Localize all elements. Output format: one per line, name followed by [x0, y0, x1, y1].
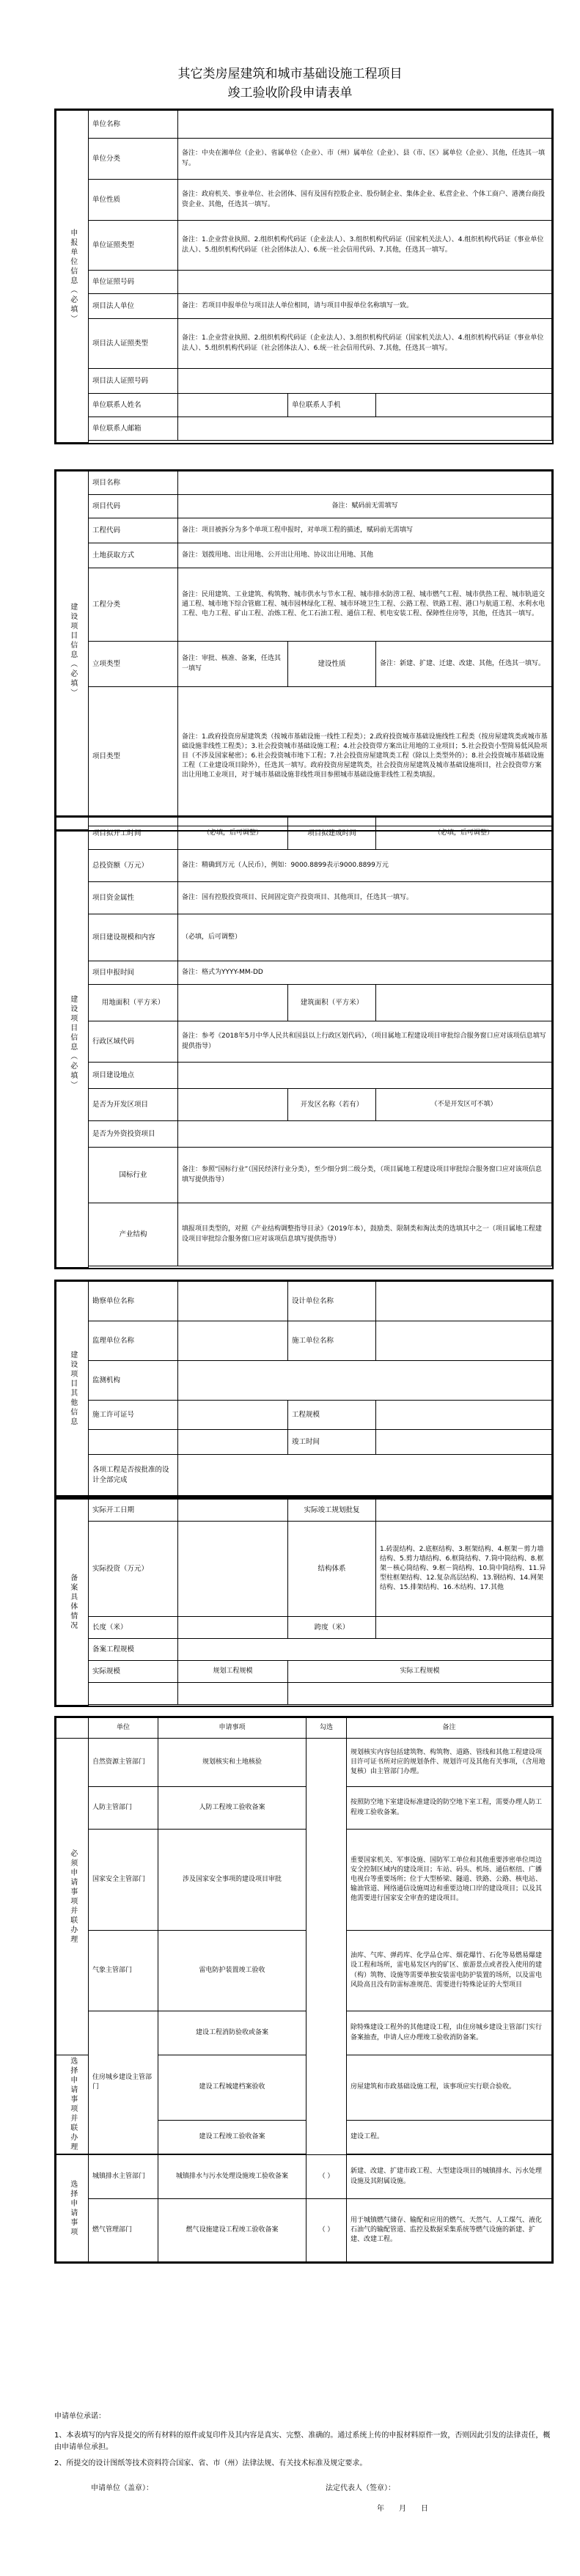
group2-label: 选择申请事项并联办理: [56, 2055, 89, 2154]
other-section-label: 建设项目其他信息: [56, 1282, 89, 1496]
applicant-section: [54, 109, 554, 444]
test-unit-label: 监测机构: [89, 1361, 178, 1401]
project-type-label: 项目类型: [89, 687, 178, 826]
approval-plan-field[interactable]: [376, 1500, 552, 1522]
engineering-scale-label: 工程规模: [288, 1401, 376, 1430]
structure-note[interactable]: 1.砖混结构、2.底框结构、3.框架结构、4.框架－剪力墙结构、5.剪力墙结构、6.框筒结构、7.筒中筒结构、8.框架－核心筒结构、9.框－筒结构、10.筒中筒结构、11.异型柱框架结构、12.复杂高层结构、13.钢结构、14.网架结构、15.排架结构、16.木结构、17.其他: [376, 1522, 552, 1617]
length-field[interactable]: [178, 1617, 288, 1639]
start-date-label: 实际开工日期: [89, 1500, 178, 1522]
r5c-item: 建设工程竣工验收备案: [158, 2120, 306, 2154]
build-area-label: 建筑面积（平方米）: [288, 985, 376, 1021]
project-section: [54, 469, 554, 832]
r4-item: 雷电防护装置竣工验收: [158, 1931, 306, 2011]
supervise-unit-field[interactable]: [178, 1321, 288, 1361]
design-unit-label: 设计单位名称: [288, 1282, 376, 1321]
completion-time-label: 竣工时间: [288, 1430, 376, 1455]
group1-label: 必须申请事项并联办理: [56, 1739, 89, 2055]
project-detail-section-label: 建设项目信息（必填）: [56, 818, 89, 1268]
scale-note[interactable]: （必填，后可调整）: [178, 914, 552, 961]
r6-unit: 城镇排水主管部门: [89, 2155, 158, 2199]
filing-section-label: 备案具体情况: [56, 1500, 89, 1706]
land-method-note[interactable]: 备注：划拨用地、出让用地、公开出让用地、协议出让用地、其他: [178, 543, 552, 568]
industry-note[interactable]: 备注：参照“国标行业”（国民经济行业分类），至少细分到二级分类，（项目属地工程建设项目审批综合服务窗口应对该项信息填写提供指导）: [178, 1148, 552, 1203]
items-header-blank: [56, 1718, 89, 1739]
unit-nature-note[interactable]: 备注：政府机关、事业单位、社会团体、国有及国有控股企业、股份制企业、集体企业、私营企业、个体工商户、港澳台商投资企业、其他，任选其一填写。: [178, 180, 552, 221]
legal-sign-label: 法定代表人（签章）：: [326, 2484, 395, 2492]
industry-label: 国标行业: [89, 1148, 178, 1203]
apply-time-label: 项目申报时间: [89, 961, 178, 985]
r4-unit: 气象主管部门: [89, 1931, 158, 2011]
span-field[interactable]: [376, 1617, 552, 1639]
build-nature-label: 建设性质: [288, 642, 376, 687]
id-number-field[interactable]: [178, 271, 552, 294]
project-type-note[interactable]: 备注：1.政府投资房屋建筑类（按城市基础设施一线性工程类）；2.政府投资城市基础设施线性工程类（按房屋建筑类或城市基础设施非线性工程类）；3.社会投资城市基础设施工程；4.社会投资带方案出让用地的工业项目；5.社会投资小型简易低风险项目（不涉及国家秘密）；6.社会投资城市地下工程；7.社会投资房屋建筑类工程（除以上类型外的）；8.社会投资城市基础设施工程（工业建设项目除外），任选其一填写。政府投资房屋建筑类，社会投资房屋建筑及城市基础设施项目，社会投资带方案出让用地工业项目，对于城市基础设施非线性项目参照城市基础设施非线性工程类填报。: [178, 687, 552, 826]
work-category-label: 工程分类: [89, 568, 178, 642]
build-unit-label: 施工单位名称: [288, 1321, 376, 1361]
r6-note: 新建、改建、扩建市政工程、大型建设项目的城镇排水、污水处理设施及其附属设施。: [347, 2155, 552, 2199]
r5b-item: 建设工程城建档案验收: [158, 2055, 306, 2121]
compliance-label: 各项工程是否按批准的设计全部完成: [89, 1455, 178, 1496]
unit-name-label: 单位名称: [89, 111, 178, 139]
r7-check[interactable]: （ ）: [306, 2199, 347, 2262]
zone-name-label: 开发区名称（若有）: [288, 1089, 376, 1121]
applicant-sign-label: 申请单位（盖章）：: [91, 2484, 153, 2492]
r2-unit: 人防主管部门: [89, 1787, 158, 1830]
approval-plan-label: 实际竣工规划批复: [288, 1500, 376, 1522]
compliance-field[interactable]: [178, 1455, 552, 1496]
foreign-label: 是否为外资投资项目: [89, 1121, 178, 1148]
r1-note: 规划核实内容包括建筑物、构筑物、道路、管线和其他工程建设项目许可证书所对应的规划条件、规划许可及其他有关事项，（含用地复核）由主管部门办理。: [347, 1739, 552, 1787]
contact-phone-label: 单位联系人手机: [288, 394, 376, 417]
footer-note-title: 申请单位承诺：: [54, 2412, 106, 2421]
unit-name-field[interactable]: [178, 111, 552, 139]
project-section-label: 建设项目信息（必填）: [56, 471, 89, 830]
r5b-note: 房屋建筑和市政基础设施工程，该事项应实行联合验收。: [347, 2055, 552, 2121]
blank-row-c[interactable]: [288, 1683, 552, 1705]
build-area-field[interactable]: [376, 985, 552, 1021]
structure-label: 结构体系: [288, 1522, 376, 1617]
project-code-label: 项目代码: [89, 495, 178, 518]
legal-rep-label: 项目法人单位: [89, 294, 178, 319]
design-unit-field[interactable]: [376, 1282, 552, 1321]
r5c-note: 建设工程。: [347, 2120, 552, 2154]
group3-label: 选择申请事项: [56, 2155, 89, 2262]
unit-category-note[interactable]: 备注：中央在湘单位（企业）、省属单位（企业）、市（州）属单位（企业）、县（市、区）属单位（企业）、其他，任选其一填写。: [178, 139, 552, 180]
r6-item: 城镇排水与污水处理设施竣工验收备案: [158, 2155, 306, 2199]
supervise-unit-label: 监理单位名称: [89, 1321, 178, 1361]
r6-check[interactable]: （ ）: [306, 2155, 347, 2199]
apply-time-note[interactable]: 备注：格式为YYYY-MM-DD: [178, 961, 552, 985]
region-note[interactable]: 备注：参考《2018年5月中华人民共和国县以上行政区划代码》，（项目属地工程建设项目审批综合服务窗口应对该项信息填写提供指导）: [178, 1021, 552, 1063]
legal-rep-note[interactable]: 备注：若项目申报单位与项目法人单位相同，请与项目申报单位名称填写一致。: [178, 294, 552, 319]
legal-id-type-note[interactable]: 备注：1.企业营业执照、2.组织机构代码证（企业法人）、3.组织机构代码证（国家机关法人）、4.组织机构代码证（事业单位法人）、5.组织机构代码证（社会团体法人）、6.统一社会信用代码、7.其他，任选其一填写。: [178, 319, 552, 369]
r1-unit: 自然资源主管部门: [89, 1739, 158, 1787]
filing-section: [54, 1497, 554, 1707]
items-header-item: 申请事项: [158, 1718, 306, 1739]
id-number-label: 单位证照号码: [89, 271, 178, 294]
blank-cell: [89, 1430, 178, 1455]
engineering-code-label: 工程代码: [89, 518, 178, 543]
location-label: 项目建设地点: [89, 1063, 178, 1089]
footer-note-2: 2、所提交的设计图纸等技术资料符合国家、省、市（州）法律法规、有关技术标准及规定要求。: [54, 2459, 367, 2467]
actual-scale-label: 实际规模: [89, 1661, 178, 1683]
r7-note: 用于城镇燃气储存、输配和应用的燃气、天然气、人工煤气、液化石油气的输配管道、监控及数据采集系统等燃气设施的新建、扩建、改建工程。: [347, 2199, 552, 2262]
scale-label: 项目建设规模和内容: [89, 914, 178, 961]
blank-cell-2: [178, 1430, 288, 1455]
work-category-note[interactable]: 备注：民用建筑、工业建筑、构筑物、城市供水与节水工程、城市排水防涝工程、城市燃气工程、城市供热工程、城市轨道交通工程、城市地下综合管廊工程、城市园林绿化工程、城市环境卫生工程、公路工程、铁路工程、港口与航道工程、水利水电工程、电力工程、矿山工程、冶炼工程、化工石油工程、通信工程、机电安装工程、保障性住房等，其他，任选其一填写。: [178, 568, 552, 642]
r4-note: 油库、气库、弹药库、化学品仓库、烟花爆竹、石化等易燃易爆建设工程和场所，雷电易发区内的矿区、旅游景点或者投入使用的建（构）筑物、设施等需要单独安装雷电防护装置的场所，以及雷电风险高且没有防雷标准规范、需要进行特殊论证的大型项目: [347, 1931, 552, 2011]
r7-unit: 燃气管理部门: [89, 2199, 158, 2262]
r5a-item: 建设工程消防验收或备案: [158, 2011, 306, 2055]
r2-item: 人防工程竣工验收备案: [158, 1787, 306, 1830]
length-label: 长度（米）: [89, 1617, 178, 1639]
unit-nature-label: 单位性质: [89, 180, 178, 221]
investment-note[interactable]: 备注：精确到万元（人民币），例如：9000.8899表示9000.8899万元: [178, 850, 552, 882]
legal-id-type-label: 项目法人证照类型: [89, 319, 178, 369]
completion-time-field[interactable]: [376, 1430, 552, 1455]
applicant-section-label: 申报单位信息（必填）: [56, 111, 89, 443]
foreign-field[interactable]: [178, 1121, 552, 1148]
engineering-scale-field[interactable]: [376, 1401, 552, 1430]
footer: [54, 2411, 554, 2518]
region-label: 行政区域代码: [89, 1021, 178, 1063]
start-time-field[interactable]: （必填，后可调整）: [178, 818, 288, 850]
form-title: 其它类房屋建筑和城市基础设施工程项目: [177, 67, 403, 81]
engineering-code-note[interactable]: 备注：项目被拆分为多个单项工程申报时，对单项工程的描述，赋码前无需填写: [178, 518, 552, 543]
contact-name-field[interactable]: [178, 394, 288, 417]
r2-note: 按照防空地下室建设标准建设的防空地下室工程，需要办理人防工程竣工验收备案。: [347, 1787, 552, 1830]
blank-row-a: [89, 1683, 178, 1705]
contact-email-field[interactable]: [178, 417, 552, 441]
r3-note: 重要国家机关、军事设施、国防军工单位和其他重要涉密单位周边安全控制区域内的建设项目；车站、码头、机场、通信枢纽、广播电视台等重要场所；位于大型桥梁、隧道、铁路、公路、核电站、输油管道、网络通信设施周边和重要边境口岸的建设项目；以及其他需要进行国家安全审查的建设项目。: [347, 1830, 552, 1931]
filing-investment-field[interactable]: [178, 1522, 288, 1617]
blank-row-b[interactable]: [178, 1683, 288, 1705]
sector-note[interactable]: 填报项目类型的，对照《产业结构调整指导目录》（2019年本），鼓励类、限制类和淘汰类的选填其中之一（项目属地工程建设项目审批综合服务窗口应对该项信息填写提供指导）: [178, 1203, 552, 1266]
project-code-note[interactable]: 备注：赋码前无需填写: [178, 495, 552, 518]
land-method-label: 土地获取方式: [89, 543, 178, 568]
project-detail-section: [54, 815, 554, 1269]
r1-item: 规划核实和土地核验: [158, 1739, 306, 1787]
r7-item: 燃气设施建设工程竣工验收备案: [158, 2199, 306, 2262]
r5-unit: 住房城乡建设主管部门: [89, 2011, 158, 2154]
start-time-label: 项目拟开工时间: [89, 818, 178, 850]
items-header-note: 备注: [347, 1718, 552, 1739]
legal-id-number-field[interactable]: [178, 369, 552, 394]
location-field[interactable]: [178, 1063, 552, 1089]
fund-source-label: 项目资金属性: [89, 882, 178, 914]
end-time-label: 项目拟建成时间: [288, 818, 376, 850]
form-subtitle: 竣工验收阶段申请表单: [227, 86, 353, 100]
actual-planned-scale-label: 实际工程规模: [288, 1661, 552, 1683]
build-unit-field[interactable]: [376, 1321, 552, 1361]
survey-unit-label: 勘察单位名称: [89, 1282, 178, 1321]
id-type-label: 单位证照类型: [89, 221, 178, 271]
footer-note-1: 1、本表填写的内容及提交的所有材料的原件或复印件及其内容是真实、完整、准确的。通过系统上传的申报材料原件一致，否则因此引发的法律责任，概由申请单位承担。: [54, 2432, 551, 2451]
land-area-field[interactable]: [178, 985, 288, 1021]
fund-source-note[interactable]: 备注：国有控股投资项目、民间固定资产投资项目、其他项目，任选其一填写。: [178, 882, 552, 914]
sector-label: 产业结构: [89, 1203, 178, 1266]
r3-item: 涉及国家安全事项的建设项目审批: [158, 1830, 306, 1931]
r5a-note: 除特殊建设工程外的其他建设工程，由住房城乡建设主管部门实行备案抽查，申请人应办理竣工验收消防备案。: [347, 2011, 552, 2055]
filing-scale-field[interactable]: [178, 1639, 552, 1661]
in-zone-field[interactable]: [178, 1089, 288, 1121]
in-zone-label: 是否为开发区项目: [89, 1089, 178, 1121]
zone-name-field[interactable]: （不是开发区可不填）: [376, 1089, 552, 1121]
filing-scale-label: 备案工程规模: [89, 1639, 178, 1661]
filing-investment-label: 实际投资（万元）: [89, 1522, 178, 1617]
items-check-column: [306, 1739, 347, 2155]
unit-category-label: 单位分类: [89, 139, 178, 180]
planned-scale-label: 规划工程规模: [178, 1661, 288, 1683]
build-nature-note[interactable]: 备注：新建、扩建、迁建、改建、其他，任选其一填写。: [376, 642, 552, 687]
items-header-unit: 单位: [89, 1718, 158, 1739]
permit-no-field[interactable]: [178, 1401, 288, 1430]
other-section: [54, 1280, 554, 1497]
investment-label: 总投资额（万元）: [89, 850, 178, 882]
project-name-field[interactable]: [178, 471, 552, 495]
id-type-note[interactable]: 备注：1.企业营业执照、2.组织机构代码证（企业法人）、3.组织机构代码证（国家机关法人）、4.组织机构代码证（事业单位法人）、5.组织机构代码证（社会团体法人）、6.统一社会信用代码、7.其他，任选其一填写。: [178, 221, 552, 271]
project-category-label: 立项类型: [89, 642, 178, 687]
land-area-label: 用地面积（平方米）: [89, 985, 178, 1021]
start-date-field[interactable]: [178, 1500, 288, 1522]
legal-id-number-label: 项目法人证照号码: [89, 369, 178, 394]
project-name-label: 项目名称: [89, 471, 178, 495]
project-category-note[interactable]: 备注：审批、核准、备案，任选其一填写: [178, 642, 288, 687]
items-section: [54, 1716, 554, 2264]
span-label: 跨度（米）: [288, 1617, 376, 1639]
contact-name-label: 单位联系人姓名: [89, 394, 178, 417]
test-unit-field[interactable]: [178, 1361, 552, 1401]
permit-no-label: 施工许可证号: [89, 1401, 178, 1430]
r3-unit: 国家安全主管部门: [89, 1830, 158, 1931]
date-label: 年 月 日: [377, 2505, 428, 2513]
end-time-field[interactable]: （必填，后可调整）: [376, 818, 552, 850]
survey-unit-field[interactable]: [178, 1282, 288, 1321]
items-header-check: 勾选: [306, 1718, 347, 1739]
contact-phone-field[interactable]: [376, 394, 552, 417]
contact-email-label: 单位联系人邮箱: [89, 417, 178, 441]
